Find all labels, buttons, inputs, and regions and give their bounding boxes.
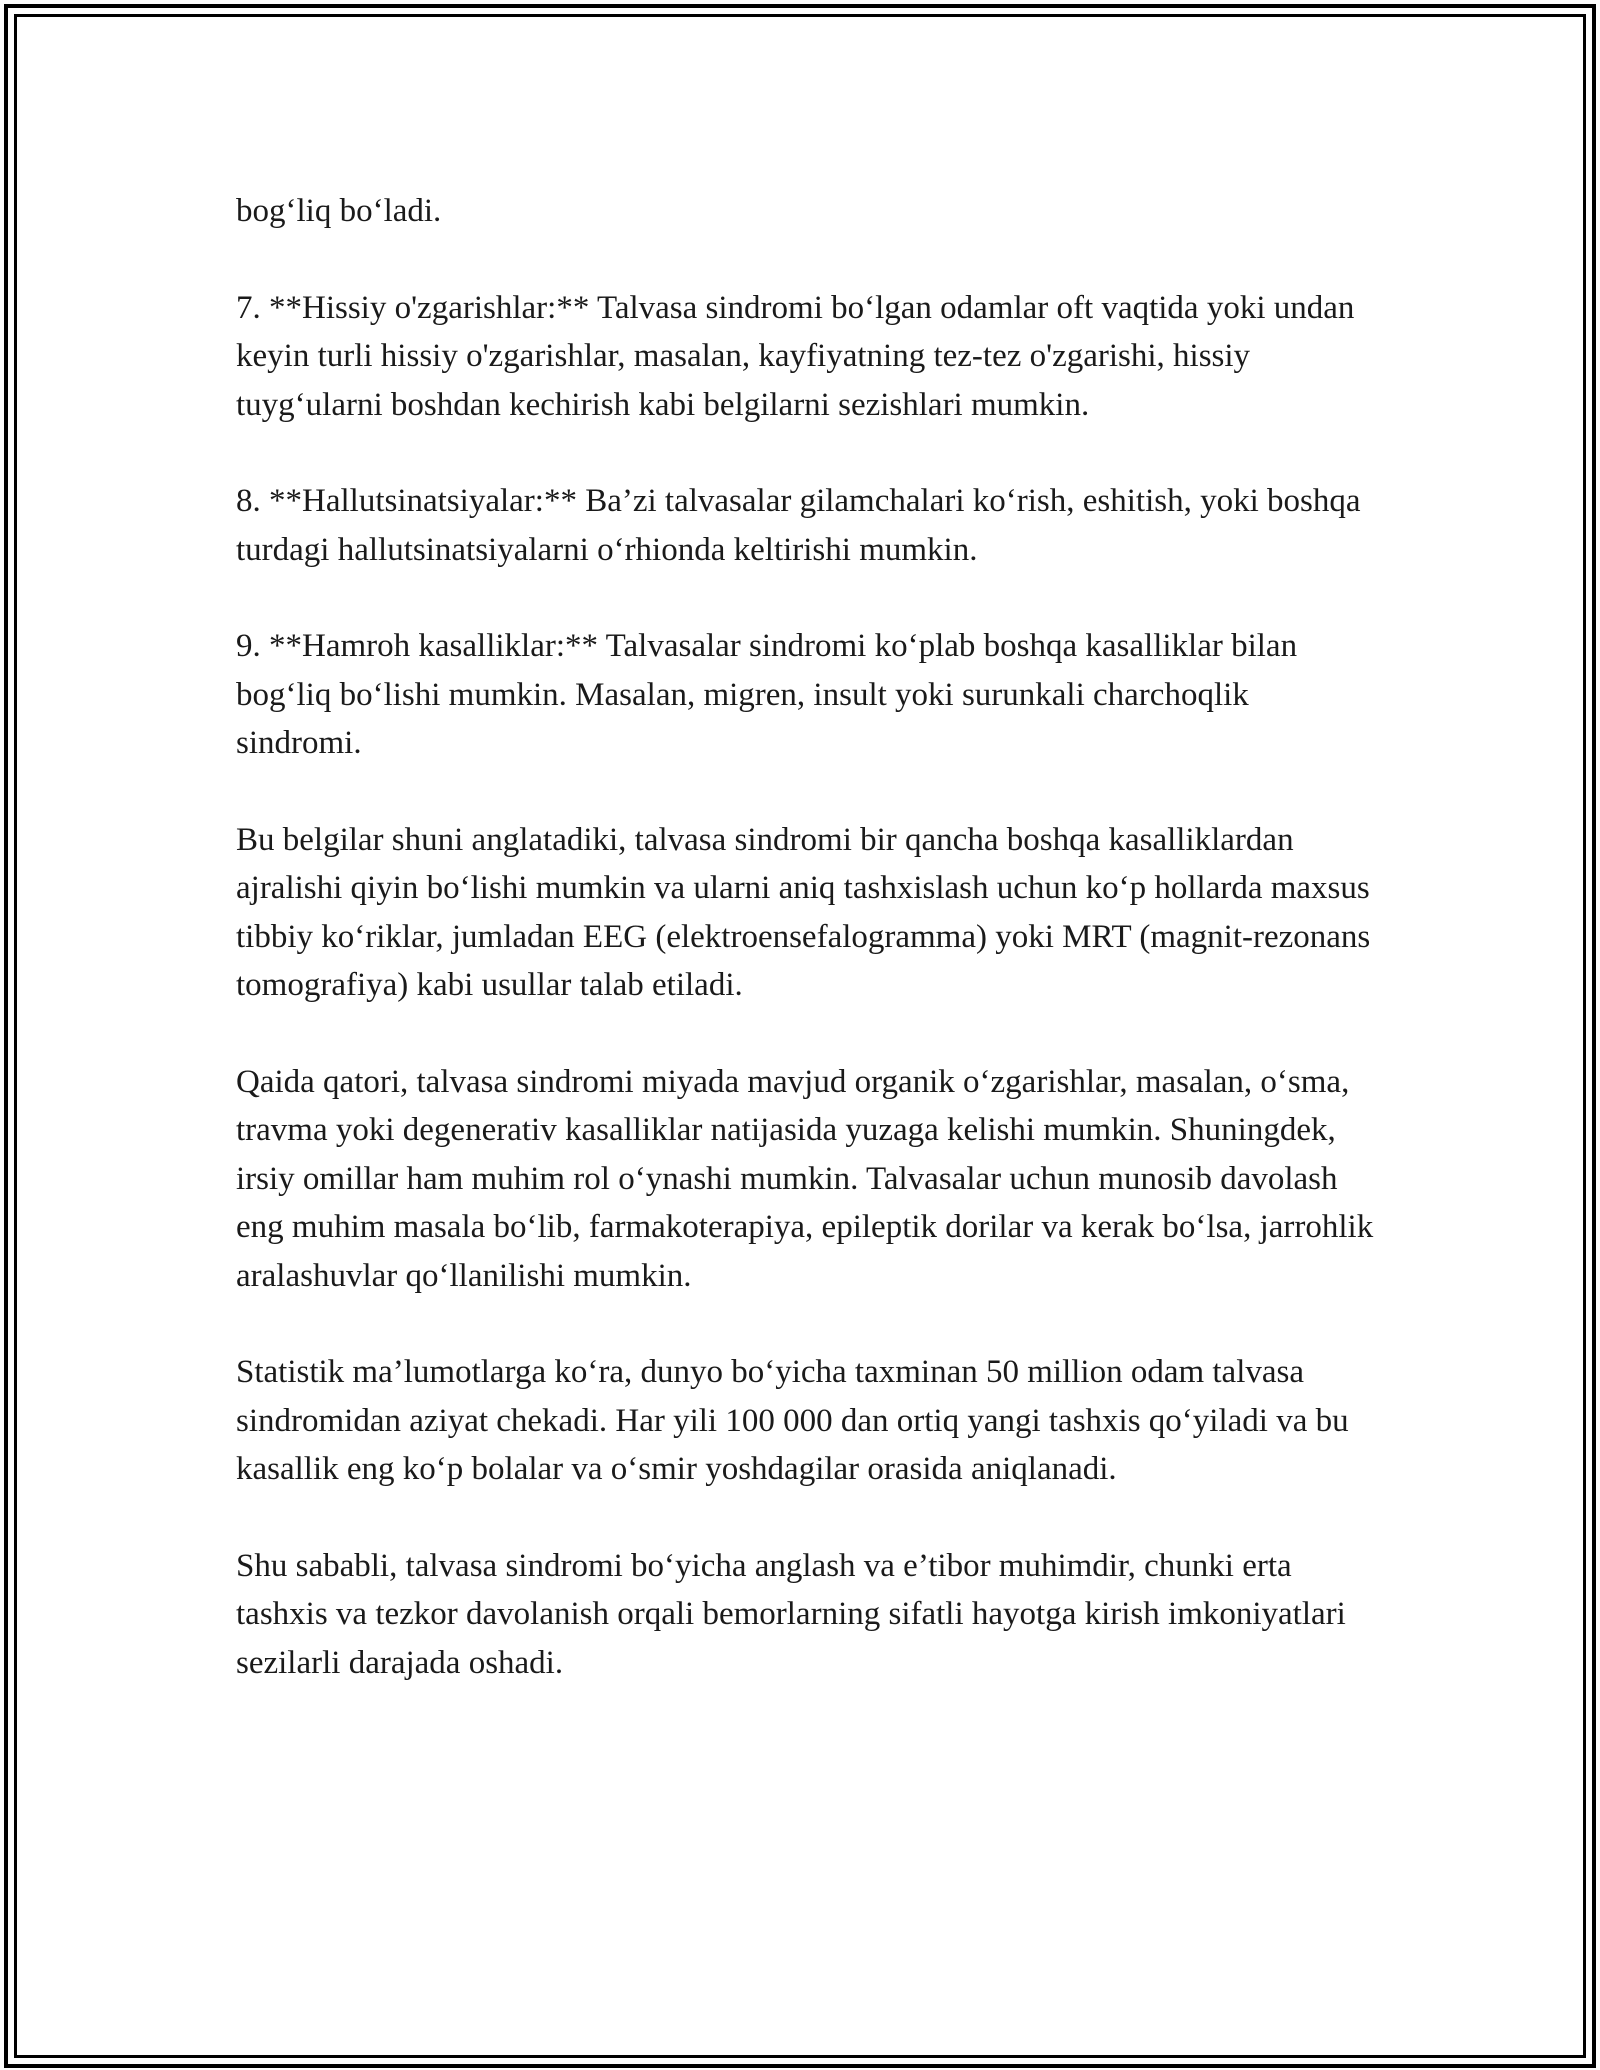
paragraph-conclusion: Shu sababli, talvasa sindromi bo‘yicha anglash va e’tibor muhimdir, chunki erta tashxis va tezkor davolanish orqali bemorlarning sifatli hayotga kirish imkoniyatlari sezilarli darajada oshadi. <box>236 1547 1346 1681</box>
paragraph-item-9-comorbidities: 9. **Hamroh kasalliklar:** Talvasalar sindromi ko‘plab boshqa kasalliklar bilan bog‘liq bo‘lishi mumkin. Masalan, migren, insult yoki surunkali charchoqlik sindromi. <box>236 628 1298 761</box>
paragraph-causes-treatment: Qaida qatori, talvasa sindromi miyada mavjud organik o‘zgarishlar, masalan, o‘sma, travma yoki degenerativ kasalliklar natijasida yuzaga kelishi mumkin. Shuningdek, irsiy omillar ham muhim rol o‘ynashi mumkin. Talvasalar uchun munosib davolash eng muhim masala bo‘lib, farmakoterapiya, epileptik dorilar va kerak bo‘lsa, jarrohlik aralashuvlar qo‘llanilishi mumkin. <box>236 1063 1374 1294</box>
paragraph-statistics: Statistik ma’lumotlarga ko‘ra, dunyo bo‘yicha taxminan 50 million odam talvasa sindromidan aziyat chekadi. Har yili 100 000 dan ortiq yangi tashxis qo‘yiladi va bu kasallik eng ko‘p bolalar va o‘smir yoshdagilar orasida aniqlanadi. <box>236 1354 1349 1487</box>
paragraph-item-7-emotional-changes: 7. **Hissiy o'zgarishlar:** Talvasa sindromi bo‘lgan odamlar oft vaqtida yoki undan keyin turli hissiy o'zgarishlar, masalan, kayfiyatning tez-tez o'zgarishi, hissiy tuyg‘ularni boshdan kechirish kabi belgilarni sezishlari mumkin. <box>236 289 1355 423</box>
paragraph-item-8-hallucinations: 8. **Hallutsinatsiyalar:** Ba’zi talvasalar gilamchalari ko‘rish, eshitish, yoki boshqa turdagi hallutsinatsiyalarni o‘rhionda keltirishi mumkin. <box>236 483 1361 568</box>
document-body <box>236 187 1376 1687</box>
paragraph-diagnosis: Bu belgilar shuni anglatadiki, talvasa sindromi bir qancha boshqa kasalliklardan ajralishi qiyin bo‘lishi mumkin va ularni aniq tashxislash uchun ko‘p hollarda maxsus tibbiy ko‘riklar, jumladan EEG (elektroensefalogramma) yoki MRT (magnit-rezonans tomografiya) kabi usullar talab etiladi. <box>236 821 1371 1003</box>
paragraph-continuation: bog‘liq bo‘ladi. <box>236 193 442 229</box>
